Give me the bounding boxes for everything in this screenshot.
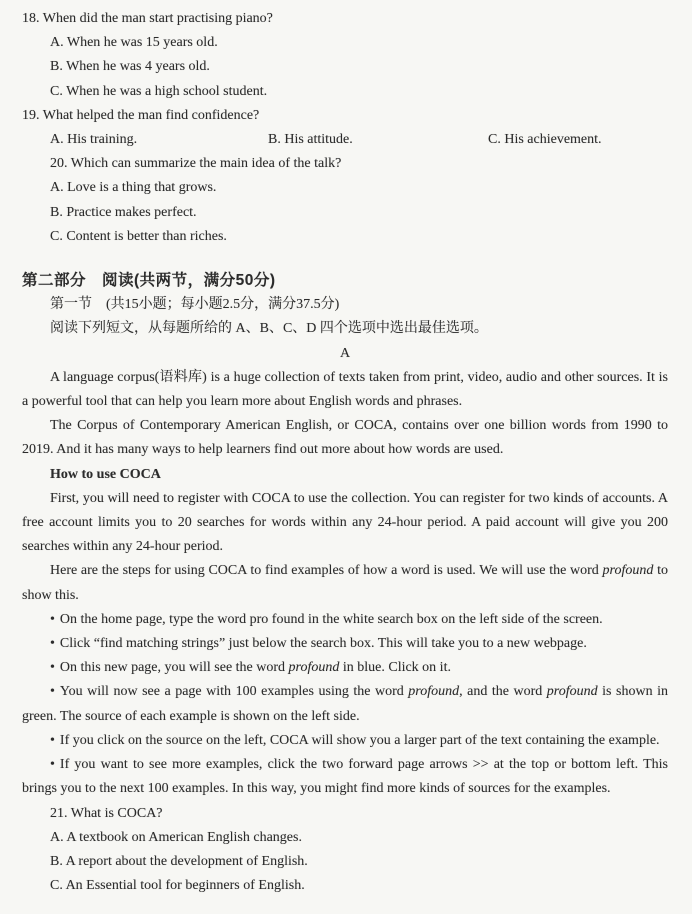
question-21-option-c: C. An Essential tool for beginners of English. xyxy=(50,878,305,894)
question-19-text: 19. What helped the man find confidence? xyxy=(22,107,260,123)
bullet-marker: • xyxy=(50,732,55,748)
question-19-option-c: C. His achievement. xyxy=(488,132,602,148)
passage-paragraph-1: A language corpus(语料库) is a huge collection of texts taken from print, video, audio and other sources. It is a powerful tool that can help you learn more about English words and phrases. xyxy=(22,369,668,410)
bullet-item-5 xyxy=(22,729,668,753)
passage-paragraph-3: First, you will need to register with COCA to use the collection. You can register for two kinds of accounts. A free account limits you to 20 searches for words within any 24-hour period. A paid account will give you 200 searches within any 24-hour period. xyxy=(22,490,668,555)
question-20-option-c: C. Content is better than riches. xyxy=(50,228,227,244)
question-21 xyxy=(22,802,668,899)
how-to-use-coca-heading: How to use COCA xyxy=(50,466,161,482)
question-19-option-b: B. His attitude. xyxy=(268,132,353,148)
bullet-item-2 xyxy=(22,632,668,656)
question-21-text: 21. What is COCA? xyxy=(50,805,163,821)
bullet-item-1 xyxy=(22,608,668,632)
bullet-text: On the home page, type the word pro found in the white search box on the left side of the screen. xyxy=(59,611,603,627)
question-20-option-b: B. Practice makes perfect. xyxy=(50,204,197,220)
bullet-text: If you click on the source on the left, COCA will show you a larger part of the text containing the example. xyxy=(59,732,660,748)
question-19-options-row xyxy=(22,128,668,152)
question-20-text: 20. Which can summarize the main idea of the talk? xyxy=(50,156,342,172)
section-1-line: 第一节 (共15小题；每小题2.5分，满分37.5分) xyxy=(50,297,340,313)
question-20 xyxy=(22,152,668,249)
question-18-text: 18. When did the man start practising piano? xyxy=(22,11,273,26)
bullet-text: If you want to see more examples, click the two forward page arrows >> at the top or bottom left. This brings you to the next 100 examples. In this way, you might find more kinds of sources for the examples. xyxy=(22,757,668,797)
bullet-item-6 xyxy=(22,753,668,801)
passage-paragraph-2: The Corpus of Contemporary American English, or COCA, contains over one billion words from 1990 to 2019. And it has many ways to help learners find out more about how words are used. xyxy=(22,418,668,458)
bullet-item-4 xyxy=(22,680,668,728)
question-21-option-b: B. A report about the development of English. xyxy=(50,853,308,869)
question-18 xyxy=(22,7,668,104)
question-21-option-a: A. A textbook on American English changes. xyxy=(50,829,302,845)
reading-instruction: 阅读下列短文，从每题所给的 A、B、C、D 四个选项中选出最佳选项。 xyxy=(50,321,488,337)
question-20-option-a: A. Love is a thing that grows. xyxy=(50,180,217,196)
bullet-text: You will now see a page with 100 examples using the word profound, and the word profound is shown in green. The source of each example is shown on the left side. xyxy=(22,684,668,724)
question-18-option-b: B. When he was 4 years old. xyxy=(50,59,210,75)
bullet-marker: • xyxy=(50,611,55,627)
bullet-marker: • xyxy=(50,660,55,676)
question-18-option-c: C. When he was a high school student. xyxy=(50,83,268,99)
bullet-text: Click “find matching strings” just below the search box. This will take you to a new webpage. xyxy=(59,636,587,652)
question-18-option-a: A. When he was 15 years old. xyxy=(50,35,218,51)
bullet-marker: • xyxy=(50,636,55,652)
question-19-option-a: A. His training. xyxy=(50,132,138,148)
question-19 xyxy=(22,104,668,152)
part-2-header: 第二部分 阅读(共两节，满分50分) xyxy=(22,272,276,290)
bullet-text: On this new page, you will see the word profound in blue. Click on it. xyxy=(59,660,451,676)
bullet-marker: • xyxy=(50,757,55,773)
bullet-item-3 xyxy=(22,656,668,680)
passage-a-label: A xyxy=(339,345,351,361)
bullet-marker: • xyxy=(50,684,55,700)
reading-section xyxy=(22,269,668,898)
passage-paragraph-4: Here are the steps for using COCA to find examples of how a word is used. We will use the word profound to show this. xyxy=(22,563,668,603)
